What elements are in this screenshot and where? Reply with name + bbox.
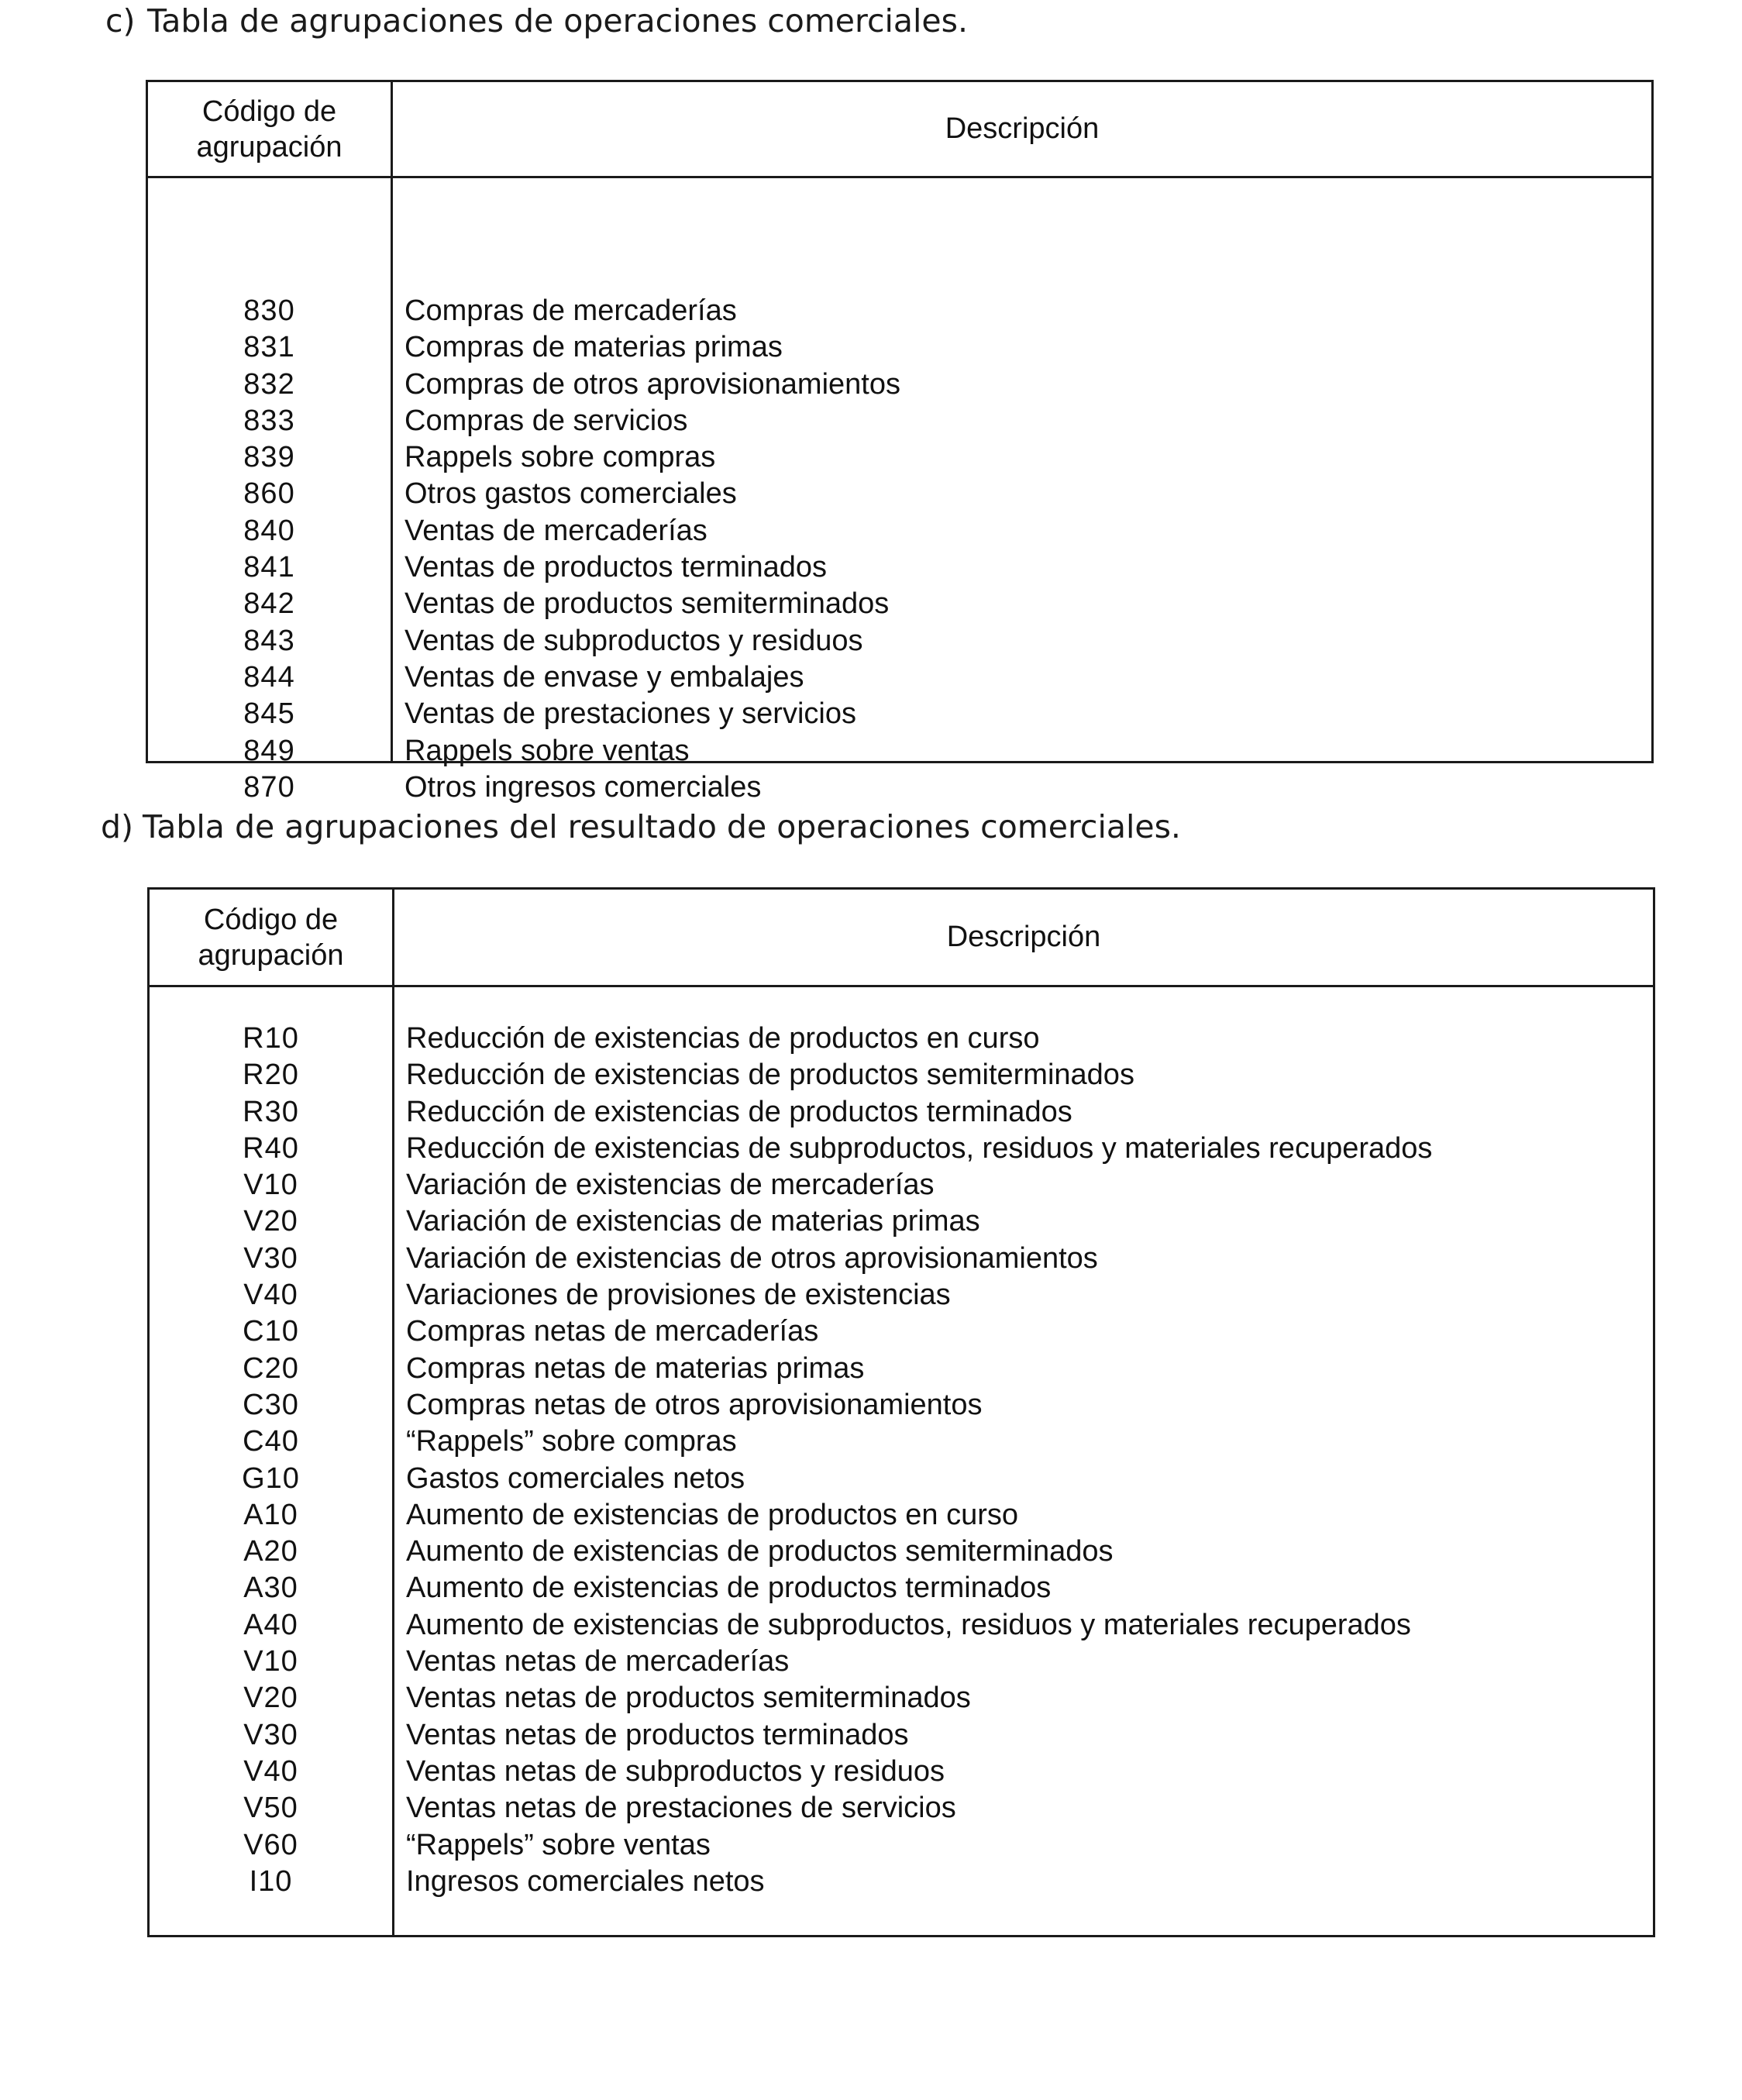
table-row xyxy=(150,1790,1653,1826)
row-description: Reducción de existencias de productos semiterminados xyxy=(406,1059,1134,1092)
row-code: V10 xyxy=(243,1645,298,1678)
table-row xyxy=(148,659,1651,696)
table-row xyxy=(150,1057,1653,1093)
table-row xyxy=(150,1644,1653,1680)
table-body xyxy=(148,293,1651,806)
table-header xyxy=(148,82,1651,178)
row-code: V60 xyxy=(243,1828,298,1861)
row-description: Compras netas de otros aprovisionamientos xyxy=(406,1388,983,1421)
row-description: Otros ingresos comerciales xyxy=(405,770,762,804)
table-row xyxy=(150,1497,1653,1534)
row-description: Ventas netas de prestaciones de servicios xyxy=(406,1792,956,1825)
table-row xyxy=(150,1680,1653,1716)
row-description: Aumento de existencias de productos semiterminados xyxy=(406,1535,1114,1568)
row-description: Ventas netas de mercaderías xyxy=(406,1645,790,1678)
row-code: 832 xyxy=(243,367,295,401)
row-description: Rappels sobre ventas xyxy=(405,734,690,767)
table-row xyxy=(150,1167,1653,1203)
row-code: 839 xyxy=(243,441,295,474)
table-row xyxy=(150,1277,1653,1313)
row-description: Aumento de existencias de subproductos, residuos y materiales recuperados xyxy=(406,1608,1411,1641)
row-description: Ventas de prestaciones y servicios xyxy=(405,697,856,731)
table-row xyxy=(150,1021,1653,1057)
row-code: 849 xyxy=(243,734,295,767)
table-row xyxy=(150,1387,1653,1424)
section-d-letter: d) xyxy=(101,808,134,845)
row-description: Ventas de productos terminados xyxy=(405,551,828,584)
row-description: Ventas de envase y embalajes xyxy=(405,660,804,694)
row-code: R10 xyxy=(243,1022,299,1055)
row-code: R20 xyxy=(243,1059,299,1092)
row-code: 831 xyxy=(243,331,295,364)
row-description: Variación de existencias de materias primas xyxy=(406,1205,980,1238)
table-row xyxy=(150,1203,1653,1240)
row-code: V20 xyxy=(243,1682,298,1715)
table-row xyxy=(148,696,1651,732)
row-code: 841 xyxy=(243,551,295,584)
table-row xyxy=(150,1754,1653,1790)
row-description: Compras de otros aprovisionamientos xyxy=(405,367,900,401)
row-code: V40 xyxy=(243,1279,298,1312)
row-description: Aumento de existencias de productos terminados xyxy=(406,1572,1052,1605)
row-description: Reducción de existencias de productos en curso xyxy=(406,1022,1040,1055)
table-row xyxy=(148,513,1651,549)
row-code: A10 xyxy=(243,1498,298,1531)
row-description: Variación de existencias de otros aprovisionamientos xyxy=(406,1241,1098,1275)
row-code: G10 xyxy=(242,1461,300,1495)
row-code: 830 xyxy=(243,294,295,327)
operations-table xyxy=(146,80,1654,804)
row-code: V20 xyxy=(243,1205,298,1238)
table-row xyxy=(148,549,1651,586)
table-row xyxy=(148,329,1651,366)
row-code: R30 xyxy=(243,1095,299,1128)
table-row xyxy=(150,1534,1653,1570)
row-description: Ingresos comerciales netos xyxy=(406,1864,765,1898)
table-row xyxy=(148,476,1651,512)
row-code: A20 xyxy=(243,1535,298,1568)
row-code: C20 xyxy=(243,1351,299,1385)
section-d-title: Tabla de agrupaciones del resultado de operaciones comerciales. xyxy=(143,808,1181,845)
row-code: 843 xyxy=(243,624,295,657)
row-code: V30 xyxy=(243,1241,298,1275)
table-row xyxy=(150,1313,1653,1350)
row-description: “Rappels” sobre ventas xyxy=(406,1828,711,1861)
row-code: 844 xyxy=(243,660,295,694)
section-c-title: Tabla de agrupaciones de operaciones comerciales. xyxy=(147,2,969,40)
row-code: C10 xyxy=(243,1315,299,1348)
row-description: “Rappels” sobre compras xyxy=(406,1425,737,1458)
table-row xyxy=(150,1241,1653,1277)
row-code: V50 xyxy=(243,1792,298,1825)
row-description: Compras de servicios xyxy=(405,404,688,437)
row-description: Ventas de subproductos y residuos xyxy=(405,624,863,657)
row-code: A40 xyxy=(243,1608,298,1641)
table-row xyxy=(150,1131,1653,1167)
row-description: Variaciones de provisiones de existencias xyxy=(406,1279,951,1312)
row-description: Reducción de existencias de subproductos, residuos y materiales recuperados xyxy=(406,1131,1433,1165)
description-column-header: Descripción xyxy=(946,921,1101,953)
section-d-heading xyxy=(101,807,1181,846)
row-code: C40 xyxy=(243,1425,299,1458)
table-row xyxy=(148,439,1651,476)
table-row xyxy=(150,1864,1653,1900)
row-code: R40 xyxy=(243,1131,299,1165)
row-description: Compras de mercaderías xyxy=(405,294,737,327)
table-row xyxy=(148,367,1651,403)
table-row xyxy=(150,1094,1653,1131)
table-row xyxy=(148,293,1651,329)
row-code: A30 xyxy=(243,1572,298,1605)
row-description: Compras de materias primas xyxy=(405,331,783,364)
table-header xyxy=(150,890,1653,987)
table-row xyxy=(150,1461,1653,1497)
row-description: Ventas netas de subproductos y residuos xyxy=(406,1754,945,1788)
row-code: V40 xyxy=(243,1754,298,1788)
row-description: Ventas de mercaderías xyxy=(405,514,707,547)
code-column-header: Código de agrupación xyxy=(198,903,344,972)
table-body xyxy=(150,1021,1653,1900)
table-row xyxy=(150,1827,1653,1864)
row-code: V30 xyxy=(243,1718,298,1751)
row-description: Variación de existencias de mercaderías xyxy=(406,1169,935,1202)
row-description: Compras netas de materias primas xyxy=(406,1351,865,1385)
row-description: Rappels sobre compras xyxy=(405,441,716,474)
table-row xyxy=(150,1717,1653,1754)
section-c-letter: c) xyxy=(105,2,136,40)
row-description: Ventas netas de productos semiterminados xyxy=(406,1682,971,1715)
table-row xyxy=(148,769,1651,806)
row-code: V10 xyxy=(243,1169,298,1202)
description-column-header: Descripción xyxy=(945,112,1100,145)
row-description: Otros gastos comerciales xyxy=(405,477,737,511)
table-row xyxy=(150,1570,1653,1606)
table-row xyxy=(150,1424,1653,1460)
row-description: Reducción de existencias de productos terminados xyxy=(406,1095,1072,1128)
row-description: Ventas de productos semiterminados xyxy=(405,587,890,621)
table-row xyxy=(150,1351,1653,1387)
row-code: 840 xyxy=(243,514,295,547)
row-description: Aumento de existencias de productos en curso xyxy=(406,1498,1019,1531)
table-row xyxy=(150,1607,1653,1644)
table-row xyxy=(148,586,1651,622)
row-code: 860 xyxy=(243,477,295,511)
row-code: C30 xyxy=(243,1388,299,1421)
row-description: Compras netas de mercaderías xyxy=(406,1315,819,1348)
code-column-header: Código de agrupación xyxy=(196,95,343,164)
row-code: I10 xyxy=(249,1864,293,1898)
row-code: 845 xyxy=(243,697,295,731)
table-row xyxy=(148,403,1651,439)
row-code: 842 xyxy=(243,587,295,621)
row-code: 833 xyxy=(243,404,295,437)
table-row xyxy=(148,623,1651,659)
table-row xyxy=(148,733,1651,769)
row-code: 870 xyxy=(243,770,295,804)
row-description: Ventas netas de productos terminados xyxy=(406,1718,909,1751)
section-c-heading xyxy=(105,2,968,40)
results-table xyxy=(147,887,1655,1937)
row-description: Gastos comerciales netos xyxy=(406,1461,745,1495)
